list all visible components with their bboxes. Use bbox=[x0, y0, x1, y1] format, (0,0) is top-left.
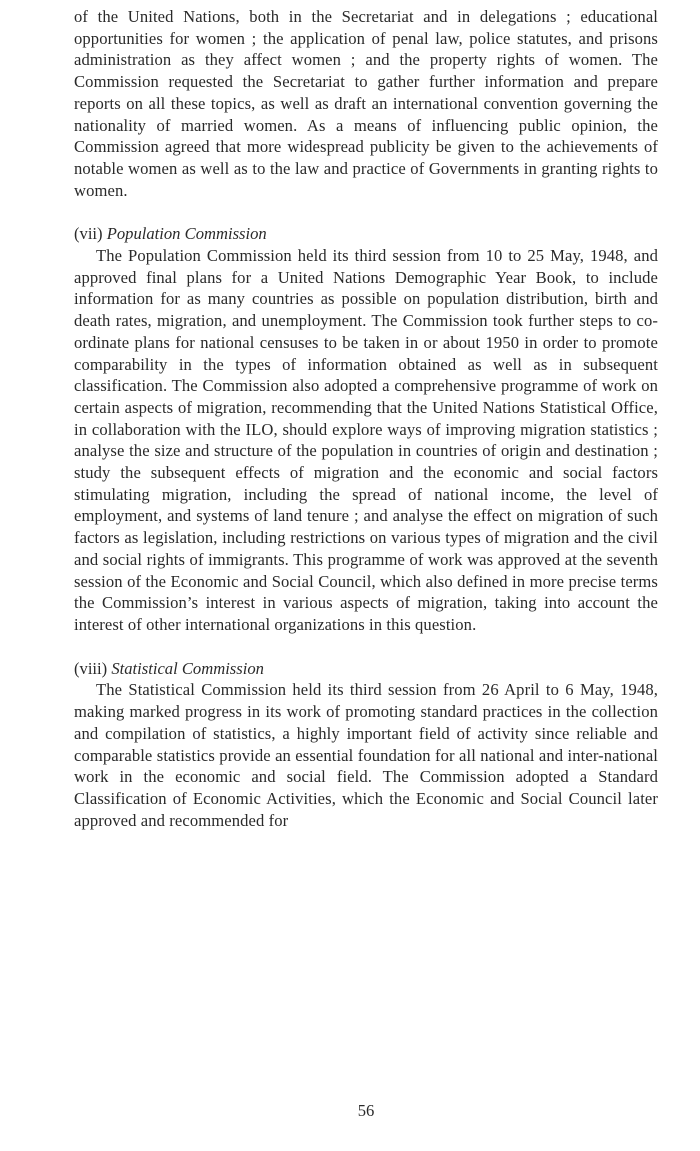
section-heading-population-commission bbox=[74, 223, 658, 245]
section-number: (vii) bbox=[74, 224, 103, 244]
paragraph-statistical-commission: The Statistical Commission held its third session from 26 April to 6 May, 1948, making marked progress in its work of promoting standard practices in the collection and compilation of statistics, a highly important field of activity since reliable and comparable statistics provide an essential foundation for all national and inter-national work in the economic and social field. The Commission adopted a Standard Classification of Economic Activities, which the Economic and Social Council later approved and recommended for bbox=[74, 680, 658, 830]
paragraph-status-of-women-continued: of the United Nations, both in the Secretariat and in delegations ; educational opportunities for women ; the application of penal law, police statutes, and prisons administration as they affect women ; and the property rights of women. The Commission requested the Secretariat to gather further information and prepare reports on all these topics, as well as draft an international convention governing the nationality of married women. As a means of influencing public opinion, the Commission agreed that more widespread publicity be given to the achievements of notable women as well as to the law and practice of Governments in granting rights to women. bbox=[74, 7, 658, 200]
section-title: Statistical Commission bbox=[111, 658, 264, 678]
page-number: 56 bbox=[357, 1101, 375, 1120]
section-title: Population Commission bbox=[106, 224, 267, 244]
section-heading-statistical-commission bbox=[74, 658, 658, 680]
paragraph-population-commission: The Population Commission held its third session from 10 to 25 May, 1948, and approved final plans for a United Nations Demographic Year Book, to include information for as many countries as possible on population distribution, birth and death rates, migration, and unemployment. The Commission took further steps to co-ordinate plans for national censuses to be taken in or about 1950 in order to promote comparability in the types of information obtained as well as in subsequent classification. The Commission also adopted a comprehensive programme of work on certain aspects of migration, recommending that the United Nations Statistical Office, in collaboration with the ILO, should explore ways of improving migration statistics ; analyse the size and structure of the population in countries of origin and destination ; study the subsequent effects of migration and the economic and social factors stimulating migration, including the spread of national income, the level of employment, and systems of land tenure ; and analyse the effect on migration of such factors as legislation, including restrictions on various types of migration and the civil and social rights of immigrants. This programme of work was approved at the seventh session of the Economic and Social Council, which also defined in more precise terms the Commission’s interest in various aspects of migration, taking into account the interest of other international organizations in this question. bbox=[74, 246, 658, 634]
document-page bbox=[74, 0, 658, 1120]
section-number: (viii) bbox=[74, 658, 108, 678]
